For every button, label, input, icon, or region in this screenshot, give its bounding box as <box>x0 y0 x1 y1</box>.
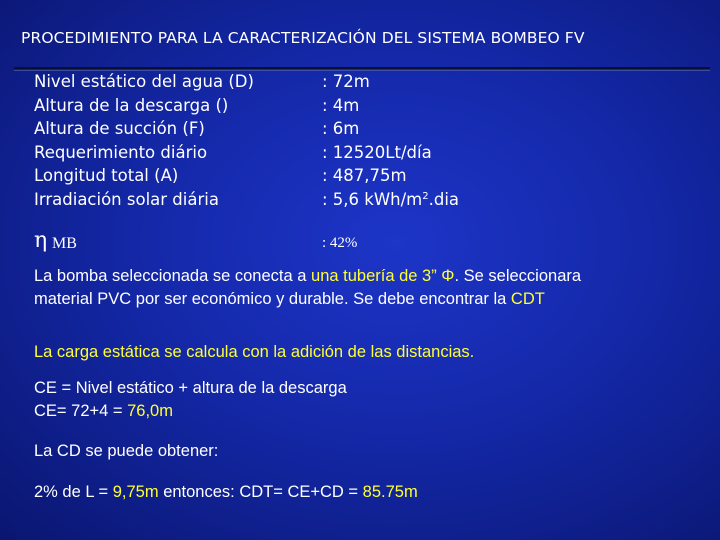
text-run: CE= 72+4 = <box>34 402 128 420</box>
ce-formula: CE = Nivel estático + altura de la descarga <box>34 379 347 397</box>
text-run: entonces: CDT= CE+CD = <box>158 483 363 501</box>
highlight-pipe: una tubería de 3” Φ <box>311 267 455 285</box>
highlight-ce-value: 76,0m <box>127 402 173 420</box>
text-run: . Se seleccionara <box>454 267 582 285</box>
parameter-label: Altura de la descarga () <box>34 95 229 115</box>
parameter-label: Longitud total (A) <box>34 166 179 186</box>
cdt-calculation <box>34 481 418 504</box>
irradiation-value-prefix: : 5,6 kWh/m <box>322 189 423 209</box>
pipe-selection-paragraph <box>34 265 581 311</box>
ce-result <box>34 400 347 423</box>
parameter-value: : 6m <box>322 119 360 139</box>
text-run: La bomba seleccionada se conecta a <box>34 267 312 285</box>
highlight-cd-value: 9,75m <box>112 483 159 501</box>
parameter-value: : 487,75m <box>322 166 407 186</box>
slide-title: PROCEDIMIENTO PARA LA CARACTERIZACIÓN DEL SISTEMA BOMBEO FV <box>21 29 585 47</box>
irradiation-value-suffix: .dia <box>428 189 460 209</box>
irradiation-value-exponent: 2 <box>422 190 429 202</box>
title-divider <box>14 67 710 69</box>
parameter-label: Nivel estático del agua (D) <box>34 72 254 91</box>
highlight-cdt: CDT <box>510 290 545 308</box>
paragraph-line <box>34 265 581 288</box>
title-divider-highlight <box>14 70 710 71</box>
cd-intro: La CD se puede obtener: <box>34 442 219 460</box>
parameter-value: : 4m <box>322 95 360 115</box>
efficiency-value: : 42% <box>322 235 358 251</box>
eta-symbol: η <box>34 228 48 253</box>
parameter-label: Requerimiento diário <box>34 142 208 162</box>
parameter-value <box>322 190 459 209</box>
parameter-label: Altura de succión (F) <box>34 119 205 139</box>
paragraph-line <box>34 288 581 311</box>
ce-calculation <box>34 377 347 423</box>
parameter-label: Irradiación solar diária <box>34 189 219 209</box>
highlight-cdt-value: 85.75m <box>362 483 418 501</box>
static-head-paragraph: La carga estática se calcula con la adición de las distancias. <box>34 343 475 361</box>
parameter-value: : 12520Lt/día <box>322 142 432 162</box>
eta-subscript: MB <box>52 235 77 252</box>
parameter-value: : 72m <box>322 72 370 91</box>
text-run: 2% de L = <box>34 483 113 501</box>
efficiency-row <box>34 228 634 258</box>
text-run: material PVC por ser económico y durable. Se debe encontrar la <box>34 290 511 308</box>
